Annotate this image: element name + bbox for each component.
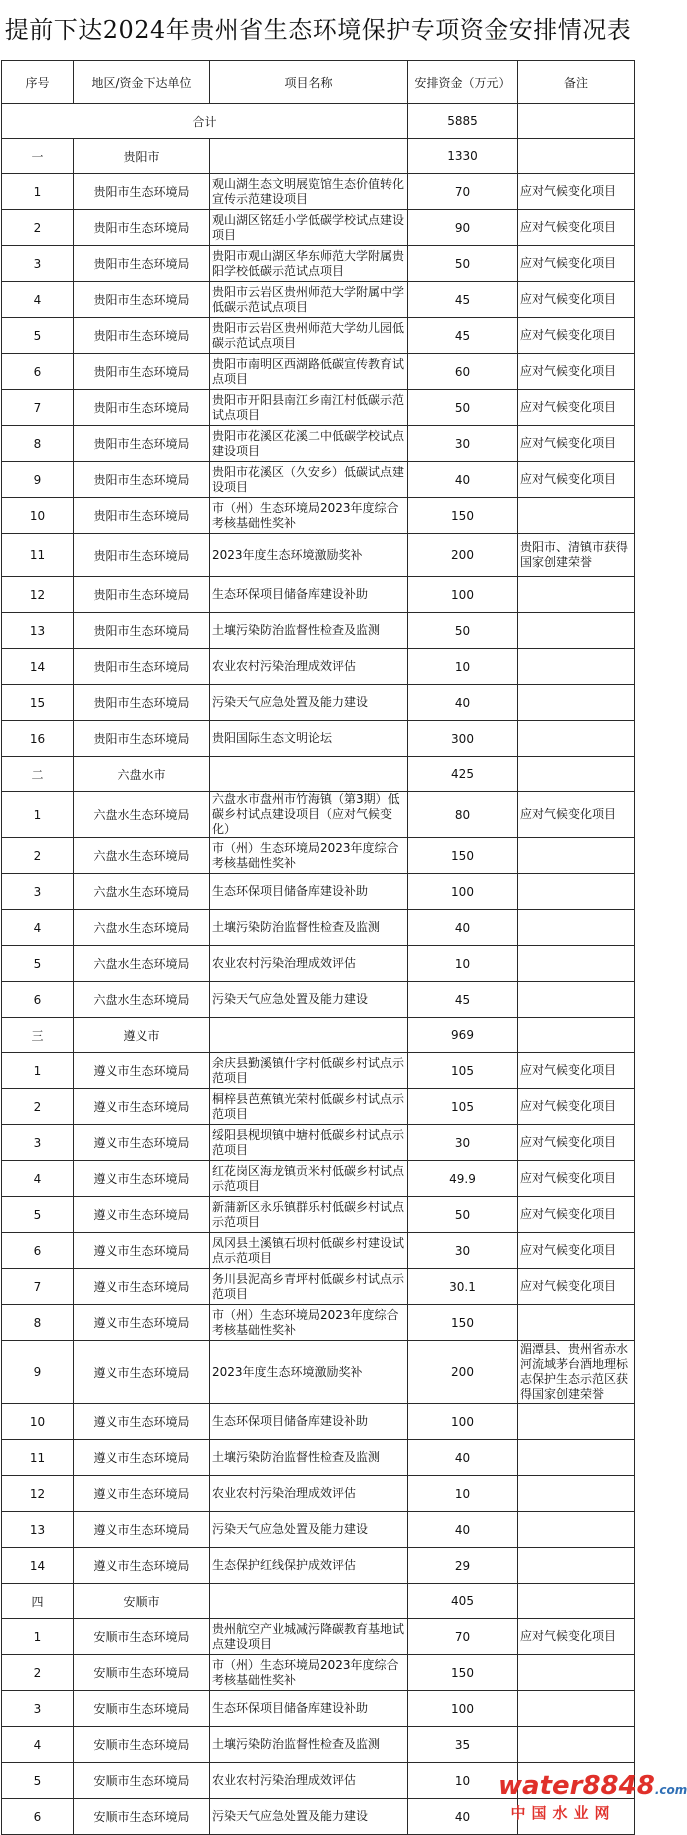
- table-row: [2, 1655, 635, 1691]
- row-seq: 1: [2, 1619, 74, 1655]
- row-amount: 50: [408, 390, 518, 426]
- row-note: [518, 721, 635, 757]
- row-project: 六盘水市盘州市竹海镇（第3期）低碳乡村试点建设项目（应对气候变化）: [210, 792, 408, 838]
- row-amount: 30: [408, 426, 518, 462]
- table-row: [2, 1799, 635, 1835]
- row-unit: 贵阳市生态环境局: [74, 390, 210, 426]
- row-project: 市（州）生态环境局2023年度综合考核基础性奖补: [210, 838, 408, 874]
- row-unit: 遵义市生态环境局: [74, 1161, 210, 1197]
- table-row: [2, 792, 635, 838]
- row-seq: 9: [2, 1341, 74, 1404]
- row-seq: 4: [2, 1727, 74, 1763]
- row-note: 应对气候变化项目: [518, 354, 635, 390]
- watermark-cn: 中国水业网: [510, 1804, 616, 1822]
- row-note: 应对气候变化项目: [518, 1619, 635, 1655]
- table-row: [2, 354, 635, 390]
- section-seq: 四: [2, 1584, 74, 1619]
- row-amount: 200: [408, 534, 518, 577]
- table-row: [2, 1404, 635, 1440]
- section-note: [518, 757, 635, 792]
- row-note: [518, 910, 635, 946]
- row-seq: 1: [2, 174, 74, 210]
- row-amount: 30: [408, 1233, 518, 1269]
- table-row: [2, 1053, 635, 1089]
- table-row: [2, 838, 635, 874]
- row-unit: 贵阳市生态环境局: [74, 210, 210, 246]
- row-note: [518, 1305, 635, 1341]
- header-note: 备注: [518, 61, 635, 104]
- row-project: 土壤污染防治监督性检查及监测: [210, 1440, 408, 1476]
- row-note: [518, 1512, 635, 1548]
- row-unit: 遵义市生态环境局: [74, 1089, 210, 1125]
- row-project: 务川县泥高乡青坪村低碳乡村试点示范项目: [210, 1269, 408, 1305]
- row-unit: 贵阳市生态环境局: [74, 174, 210, 210]
- row-note: [518, 1440, 635, 1476]
- row-seq: 12: [2, 1476, 74, 1512]
- table-row: [2, 1305, 635, 1341]
- row-amount: 49.9: [408, 1161, 518, 1197]
- row-project: 生态环保项目储备库建设补助: [210, 577, 408, 613]
- row-project: 土壤污染防治监督性检查及监测: [210, 613, 408, 649]
- section-project: [210, 139, 408, 174]
- table-row: [2, 721, 635, 757]
- row-seq: 12: [2, 577, 74, 613]
- row-unit: 贵阳市生态环境局: [74, 613, 210, 649]
- row-project: 生态环保项目储备库建设补助: [210, 1404, 408, 1440]
- section-note: [518, 139, 635, 174]
- row-note: 应对气候变化项目: [518, 318, 635, 354]
- table-row: [2, 1269, 635, 1305]
- row-note: [518, 577, 635, 613]
- row-amount: 105: [408, 1053, 518, 1089]
- row-note: [518, 613, 635, 649]
- row-unit: 贵阳市生态环境局: [74, 534, 210, 577]
- row-unit: 遵义市生态环境局: [74, 1269, 210, 1305]
- row-seq: 4: [2, 1161, 74, 1197]
- row-note: 应对气候变化项目: [518, 1161, 635, 1197]
- row-seq: 15: [2, 685, 74, 721]
- row-project: 观山湖区铭廷小学低碳学校试点建设项目: [210, 210, 408, 246]
- row-seq: 13: [2, 1512, 74, 1548]
- row-seq: 5: [2, 318, 74, 354]
- row-amount: 100: [408, 1691, 518, 1727]
- row-unit: 遵义市生态环境局: [74, 1548, 210, 1584]
- row-amount: 50: [408, 1197, 518, 1233]
- row-unit: 遵义市生态环境局: [74, 1404, 210, 1440]
- row-seq: 3: [2, 874, 74, 910]
- row-note: 应对气候变化项目: [518, 210, 635, 246]
- row-seq: 6: [2, 982, 74, 1018]
- row-unit: 贵阳市生态环境局: [74, 649, 210, 685]
- row-unit: 遵义市生态环境局: [74, 1476, 210, 1512]
- row-note: 应对气候变化项目: [518, 1197, 635, 1233]
- row-amount: 80: [408, 792, 518, 838]
- row-amount: 10: [408, 1763, 518, 1799]
- total-amount: 5885: [408, 104, 518, 139]
- row-amount: 300: [408, 721, 518, 757]
- row-note: [518, 946, 635, 982]
- row-note: [518, 649, 635, 685]
- row-seq: 16: [2, 721, 74, 757]
- row-project: 农业农村污染治理成效评估: [210, 1763, 408, 1799]
- row-note: 应对气候变化项目: [518, 246, 635, 282]
- row-amount: 10: [408, 946, 518, 982]
- table-row: [2, 874, 635, 910]
- row-unit: 六盘水生态环境局: [74, 946, 210, 982]
- table-row: [2, 1619, 635, 1655]
- row-seq: 11: [2, 1440, 74, 1476]
- section-amount: 969: [408, 1018, 518, 1053]
- page-title: 提前下达2024年贵州省生态环境保护专项资金安排情况表: [4, 16, 632, 44]
- row-seq: 3: [2, 246, 74, 282]
- row-seq: 8: [2, 426, 74, 462]
- row-unit: 遵义市生态环境局: [74, 1197, 210, 1233]
- row-project: 贵阳市开阳县南江乡南江村低碳示范试点项目: [210, 390, 408, 426]
- row-project: 贵阳国际生态文明论坛: [210, 721, 408, 757]
- row-project: 红花岗区海龙镇贡米村低碳乡村试点示范项目: [210, 1161, 408, 1197]
- row-amount: 150: [408, 498, 518, 534]
- table-row: [2, 685, 635, 721]
- row-note: [518, 982, 635, 1018]
- row-note: 应对气候变化项目: [518, 1089, 635, 1125]
- table-row: [2, 1161, 635, 1197]
- row-note: [518, 1548, 635, 1584]
- row-amount: 105: [408, 1089, 518, 1125]
- row-seq: 5: [2, 1197, 74, 1233]
- table-row: [2, 1512, 635, 1548]
- row-amount: 40: [408, 910, 518, 946]
- row-amount: 45: [408, 282, 518, 318]
- header-project: 项目名称: [210, 61, 408, 104]
- table-row: [2, 649, 635, 685]
- row-amount: 90: [408, 210, 518, 246]
- row-unit: 遵义市生态环境局: [74, 1341, 210, 1404]
- row-seq: 7: [2, 390, 74, 426]
- row-unit: 遵义市生态环境局: [74, 1233, 210, 1269]
- row-note: [518, 838, 635, 874]
- row-seq: 3: [2, 1125, 74, 1161]
- table-row: [2, 462, 635, 498]
- row-note: 应对气候变化项目: [518, 1233, 635, 1269]
- row-note: 应对气候变化项目: [518, 1125, 635, 1161]
- table-row: [2, 1727, 635, 1763]
- row-project: 农业农村污染治理成效评估: [210, 1476, 408, 1512]
- row-project: 2023年度生态环境激励奖补: [210, 1341, 408, 1404]
- row-amount: 70: [408, 174, 518, 210]
- row-amount: 50: [408, 246, 518, 282]
- row-unit: 贵阳市生态环境局: [74, 354, 210, 390]
- row-unit: 贵阳市生态环境局: [74, 498, 210, 534]
- row-seq: 10: [2, 1404, 74, 1440]
- row-note: 应对气候变化项目: [518, 282, 635, 318]
- row-unit: 贵阳市生态环境局: [74, 577, 210, 613]
- row-unit: 贵阳市生态环境局: [74, 426, 210, 462]
- table-row: [2, 1125, 635, 1161]
- row-project: 贵阳市云岩区贵州师范大学附属中学低碳示范试点项目: [210, 282, 408, 318]
- row-seq: 14: [2, 1548, 74, 1584]
- row-note: [518, 1727, 635, 1763]
- row-amount: 100: [408, 874, 518, 910]
- row-seq: 8: [2, 1305, 74, 1341]
- row-seq: 1: [2, 1053, 74, 1089]
- row-project: 生态环保项目储备库建设补助: [210, 874, 408, 910]
- row-amount: 40: [408, 1440, 518, 1476]
- row-amount: 30: [408, 1125, 518, 1161]
- table-row: [2, 1763, 635, 1799]
- section-project: [210, 757, 408, 792]
- row-project: 2023年度生态环境激励奖补: [210, 534, 408, 577]
- table-row: [2, 318, 635, 354]
- section-note: [518, 1018, 635, 1053]
- row-project: 贵阳市观山湖区华东师范大学附属贵阳学校低碳示范试点项目: [210, 246, 408, 282]
- section-row: [2, 1018, 635, 1053]
- row-project: 新蒲新区永乐镇群乐村低碳乡村试点示范项目: [210, 1197, 408, 1233]
- row-seq: 9: [2, 462, 74, 498]
- row-project: 贵阳市南明区西湖路低碳宣传教育试点项目: [210, 354, 408, 390]
- row-note: 贵阳市、清镇市获得国家创建荣誉: [518, 534, 635, 577]
- row-amount: 45: [408, 982, 518, 1018]
- header-amount: 安排资金（万元）: [408, 61, 518, 104]
- section-note: [518, 1584, 635, 1619]
- row-unit: 贵阳市生态环境局: [74, 282, 210, 318]
- section-amount: 1330: [408, 139, 518, 174]
- row-seq: 13: [2, 613, 74, 649]
- table-row: [2, 613, 635, 649]
- table-row: [2, 1341, 635, 1404]
- table-row: [2, 577, 635, 613]
- row-unit: 六盘水生态环境局: [74, 792, 210, 838]
- table-row: [2, 498, 635, 534]
- section-region: 安顺市: [74, 1584, 210, 1619]
- table-row: [2, 174, 635, 210]
- row-project: 污染天气应急处置及能力建设: [210, 1512, 408, 1548]
- row-seq: 1: [2, 792, 74, 838]
- row-amount: 29: [408, 1548, 518, 1584]
- row-seq: 3: [2, 1691, 74, 1727]
- row-seq: 5: [2, 946, 74, 982]
- row-project: 贵阳市云岩区贵州师范大学幼儿园低碳示范试点项目: [210, 318, 408, 354]
- row-seq: 6: [2, 1799, 74, 1835]
- section-seq: 二: [2, 757, 74, 792]
- table-row: [2, 426, 635, 462]
- row-note: 应对气候变化项目: [518, 1053, 635, 1089]
- row-project: 观山湖生态文明展览馆生态价值转化宣传示范建设项目: [210, 174, 408, 210]
- row-project: 土壤污染防治监督性检查及监测: [210, 910, 408, 946]
- row-project: 桐梓县芭蕉镇光荣村低碳乡村试点示范项目: [210, 1089, 408, 1125]
- row-amount: 150: [408, 1305, 518, 1341]
- table-row: [2, 1548, 635, 1584]
- row-unit: 安顺市生态环境局: [74, 1691, 210, 1727]
- section-region: 六盘水市: [74, 757, 210, 792]
- section-row: [2, 1584, 635, 1619]
- row-amount: 10: [408, 649, 518, 685]
- row-project: 污染天气应急处置及能力建设: [210, 982, 408, 1018]
- row-seq: 4: [2, 910, 74, 946]
- row-amount: 150: [408, 838, 518, 874]
- section-region: 遵义市: [74, 1018, 210, 1053]
- row-unit: 遵义市生态环境局: [74, 1125, 210, 1161]
- row-seq: 7: [2, 1269, 74, 1305]
- row-amount: 50: [408, 613, 518, 649]
- row-note: [518, 1691, 635, 1727]
- row-amount: 100: [408, 577, 518, 613]
- row-note: 应对气候变化项目: [518, 792, 635, 838]
- section-project: [210, 1584, 408, 1619]
- row-seq: 5: [2, 1763, 74, 1799]
- row-project: 农业农村污染治理成效评估: [210, 946, 408, 982]
- row-seq: 11: [2, 534, 74, 577]
- watermark-suffix: .com: [654, 1783, 687, 1797]
- row-unit: 贵阳市生态环境局: [74, 246, 210, 282]
- header-seq: 序号: [2, 61, 74, 104]
- row-project: 市（州）生态环境局2023年度综合考核基础性奖补: [210, 498, 408, 534]
- row-note: [518, 498, 635, 534]
- row-amount: 40: [408, 1512, 518, 1548]
- row-unit: 六盘水生态环境局: [74, 838, 210, 874]
- section-row: [2, 139, 635, 174]
- total-note: [518, 104, 635, 139]
- table-header-row: [2, 61, 635, 104]
- row-seq: 6: [2, 354, 74, 390]
- row-project: 污染天气应急处置及能力建设: [210, 1799, 408, 1835]
- row-seq: 4: [2, 282, 74, 318]
- row-note: [518, 874, 635, 910]
- table-row: [2, 390, 635, 426]
- row-unit: 六盘水生态环境局: [74, 982, 210, 1018]
- row-note: 应对气候变化项目: [518, 426, 635, 462]
- row-note: 应对气候变化项目: [518, 390, 635, 426]
- row-amount: 10: [408, 1476, 518, 1512]
- table-row: [2, 1691, 635, 1727]
- row-amount: 40: [408, 1799, 518, 1835]
- row-amount: 30.1: [408, 1269, 518, 1305]
- row-unit: 遵义市生态环境局: [74, 1512, 210, 1548]
- section-amount: 425: [408, 757, 518, 792]
- row-note: [518, 1799, 635, 1835]
- row-seq: 6: [2, 1233, 74, 1269]
- funding-table: [1, 60, 635, 1835]
- row-unit: 贵阳市生态环境局: [74, 462, 210, 498]
- table-row: [2, 1440, 635, 1476]
- row-project: 污染天气应急处置及能力建设: [210, 685, 408, 721]
- row-note: [518, 685, 635, 721]
- row-amount: 40: [408, 685, 518, 721]
- row-unit: 遵义市生态环境局: [74, 1440, 210, 1476]
- row-note: 应对气候变化项目: [518, 1269, 635, 1305]
- row-seq: 2: [2, 1089, 74, 1125]
- table-row: [2, 910, 635, 946]
- row-project: 生态保护红线保护成效评估: [210, 1548, 408, 1584]
- watermark-brand-a: water: [498, 1771, 583, 1801]
- table-row: [2, 282, 635, 318]
- table-row: [2, 946, 635, 982]
- table-row: [2, 534, 635, 577]
- row-note: [518, 1476, 635, 1512]
- row-seq: 10: [2, 498, 74, 534]
- section-region: 贵阳市: [74, 139, 210, 174]
- section-project: [210, 1018, 408, 1053]
- row-seq: 14: [2, 649, 74, 685]
- section-seq: 一: [2, 139, 74, 174]
- row-seq: 2: [2, 210, 74, 246]
- row-note: [518, 1763, 635, 1799]
- row-project: 贵阳市花溪区花溪二中低碳学校试点建设项目: [210, 426, 408, 462]
- row-note: [518, 1404, 635, 1440]
- row-amount: 70: [408, 1619, 518, 1655]
- row-unit: 安顺市生态环境局: [74, 1799, 210, 1835]
- row-project: 贵州航空产业城减污降碳教育基地试点建设项目: [210, 1619, 408, 1655]
- row-project: 凤冈县土溪镇石坝村低碳乡村建设试点示范项目: [210, 1233, 408, 1269]
- header-unit: 地区/资金下达单位: [74, 61, 210, 104]
- table-row: [2, 1197, 635, 1233]
- row-unit: 六盘水生态环境局: [74, 874, 210, 910]
- section-amount: 405: [408, 1584, 518, 1619]
- row-note: [518, 1655, 635, 1691]
- section-row: [2, 757, 635, 792]
- row-project: 余庆县勤溪镇什字村低碳乡村试点示范项目: [210, 1053, 408, 1089]
- row-project: 市（州）生态环境局2023年度综合考核基础性奖补: [210, 1655, 408, 1691]
- total-row: [2, 104, 635, 139]
- row-amount: 60: [408, 354, 518, 390]
- row-unit: 遵义市生态环境局: [74, 1305, 210, 1341]
- row-unit: 贵阳市生态环境局: [74, 318, 210, 354]
- table-row: [2, 1089, 635, 1125]
- row-amount: 35: [408, 1727, 518, 1763]
- row-amount: 45: [408, 318, 518, 354]
- table-row: [2, 982, 635, 1018]
- row-amount: 150: [408, 1655, 518, 1691]
- row-amount: 40: [408, 462, 518, 498]
- row-project: 土壤污染防治监督性检查及监测: [210, 1727, 408, 1763]
- row-amount: 200: [408, 1341, 518, 1404]
- row-project: 绥阳县枧坝镇中塘村低碳乡村试点示范项目: [210, 1125, 408, 1161]
- total-label: 合计: [2, 104, 408, 139]
- row-unit: 安顺市生态环境局: [74, 1727, 210, 1763]
- row-unit: 遵义市生态环境局: [74, 1053, 210, 1089]
- row-unit: 贵阳市生态环境局: [74, 721, 210, 757]
- row-unit: 安顺市生态环境局: [74, 1763, 210, 1799]
- table-row: [2, 210, 635, 246]
- table-row: [2, 1476, 635, 1512]
- table-body: [2, 104, 635, 1835]
- row-amount: 100: [408, 1404, 518, 1440]
- watermark-brand-b: 8848: [582, 1771, 655, 1801]
- row-project: 生态环保项目储备库建设补助: [210, 1691, 408, 1727]
- row-note: 应对气候变化项目: [518, 462, 635, 498]
- row-project: 贵阳市花溪区（久安乡）低碳试点建设项目: [210, 462, 408, 498]
- row-project: 农业农村污染治理成效评估: [210, 649, 408, 685]
- row-seq: 2: [2, 838, 74, 874]
- row-project: 市（州）生态环境局2023年度综合考核基础性奖补: [210, 1305, 408, 1341]
- row-unit: 安顺市生态环境局: [74, 1655, 210, 1691]
- row-unit: 安顺市生态环境局: [74, 1619, 210, 1655]
- section-seq: 三: [2, 1018, 74, 1053]
- table-row: [2, 246, 635, 282]
- table-row: [2, 1233, 635, 1269]
- row-unit: 贵阳市生态环境局: [74, 685, 210, 721]
- row-seq: 2: [2, 1655, 74, 1691]
- row-note: 应对气候变化项目: [518, 174, 635, 210]
- row-unit: 六盘水生态环境局: [74, 910, 210, 946]
- row-note: 湄潭县、贵州省赤水河流域茅台酒地理标志保护生态示范区获得国家创建荣誉: [518, 1341, 635, 1404]
